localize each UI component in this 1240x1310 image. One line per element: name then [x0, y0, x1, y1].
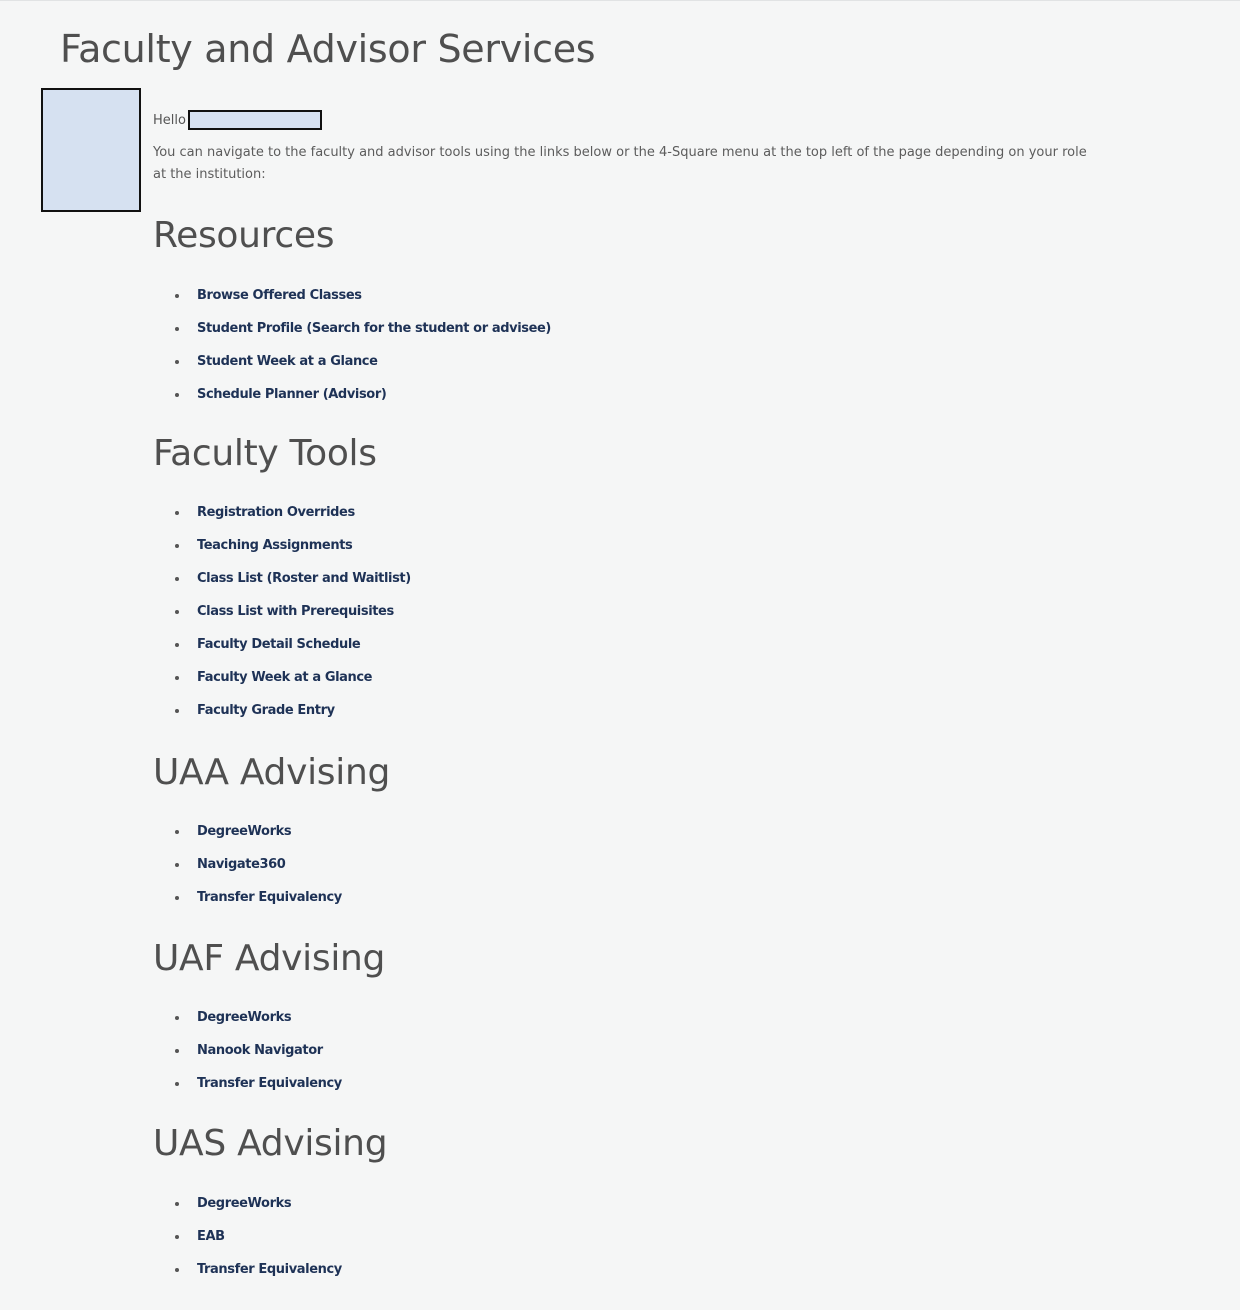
page-title: Faculty and Advisor Services — [60, 27, 596, 71]
bullet-icon — [175, 643, 179, 647]
bullet-icon — [175, 511, 179, 515]
list-item — [153, 1187, 342, 1220]
list-item — [153, 345, 551, 378]
link-faculty-detail-schedule[interactable]: Faculty Detail Schedule — [197, 637, 361, 652]
link-list-resources — [153, 279, 551, 411]
list-item — [153, 378, 551, 411]
bullet-icon — [175, 896, 179, 900]
link-list-faculty-tools — [153, 496, 411, 727]
section-heading-uaf-advising: UAF Advising — [153, 938, 386, 979]
list-item — [153, 628, 411, 661]
list-item — [153, 1001, 342, 1034]
bullet-icon — [175, 610, 179, 614]
link-list-uaf-advising — [153, 1001, 342, 1100]
link-uaa-navigate360[interactable]: Navigate360 — [197, 857, 286, 872]
list-item — [153, 881, 342, 914]
bullet-icon — [175, 709, 179, 713]
welcome-block — [153, 108, 1113, 186]
list-item — [153, 312, 551, 345]
intro-text: You can navigate to the faculty and advisor tools using the links below or the 4-Square menu at the top left of the page depending on your role at the institution: — [153, 145, 1087, 182]
link-uas-degreeworks[interactable]: DegreeWorks — [197, 1196, 292, 1211]
list-item — [153, 661, 411, 694]
bullet-icon — [175, 360, 179, 364]
list-item — [153, 595, 411, 628]
link-teaching-assignments[interactable]: Teaching Assignments — [197, 538, 353, 553]
bullet-icon — [175, 676, 179, 680]
section-heading-resources: Resources — [153, 215, 335, 256]
link-uaa-degreeworks[interactable]: DegreeWorks — [197, 824, 292, 839]
bullet-icon — [175, 577, 179, 581]
link-uas-transfer-equivalency[interactable]: Transfer Equivalency — [197, 1262, 342, 1277]
top-border — [0, 0, 1240, 1]
list-item — [153, 1253, 342, 1286]
bullet-icon — [175, 1202, 179, 1206]
list-item — [153, 848, 342, 881]
bullet-icon — [175, 1049, 179, 1053]
list-item — [153, 694, 411, 727]
bullet-icon — [175, 544, 179, 548]
list-item — [153, 279, 551, 312]
greeting-text: Hello — [153, 112, 186, 128]
section-heading-uaa-advising: UAA Advising — [153, 752, 391, 793]
bullet-icon — [175, 1268, 179, 1272]
list-item — [153, 496, 411, 529]
link-student-week-at-a-glance[interactable]: Student Week at a Glance — [197, 354, 378, 369]
bullet-icon — [175, 294, 179, 298]
list-item — [153, 1034, 342, 1067]
section-heading-faculty-tools: Faculty Tools — [153, 433, 377, 474]
link-uaf-degreeworks[interactable]: DegreeWorks — [197, 1010, 292, 1025]
list-item — [153, 1220, 342, 1253]
link-uaf-nanook-navigator[interactable]: Nanook Navigator — [197, 1043, 323, 1058]
bullet-icon — [175, 327, 179, 331]
list-item — [153, 529, 411, 562]
link-schedule-planner-advisor[interactable]: Schedule Planner (Advisor) — [197, 387, 387, 402]
link-registration-overrides[interactable]: Registration Overrides — [197, 505, 355, 520]
link-uaa-transfer-equivalency[interactable]: Transfer Equivalency — [197, 890, 342, 905]
bullet-icon — [175, 393, 179, 397]
greeting-line — [153, 108, 1113, 132]
list-item — [153, 1067, 342, 1100]
bullet-icon — [175, 1082, 179, 1086]
bullet-icon — [175, 863, 179, 867]
list-item — [153, 815, 342, 848]
user-name-redacted — [188, 110, 322, 130]
link-uaf-transfer-equivalency[interactable]: Transfer Equivalency — [197, 1076, 342, 1091]
link-faculty-grade-entry[interactable]: Faculty Grade Entry — [197, 703, 335, 718]
link-faculty-week-at-a-glance[interactable]: Faculty Week at a Glance — [197, 670, 373, 685]
bullet-icon — [175, 1235, 179, 1239]
link-list-uas-advising — [153, 1187, 342, 1286]
bullet-icon — [175, 830, 179, 834]
avatar — [41, 88, 141, 212]
link-student-profile[interactable]: Student Profile (Search for the student or advisee) — [197, 321, 551, 336]
bullet-icon — [175, 1016, 179, 1020]
section-heading-uas-advising: UAS Advising — [153, 1123, 388, 1164]
link-class-list-roster-waitlist[interactable]: Class List (Roster and Waitlist) — [197, 571, 411, 586]
list-item — [153, 562, 411, 595]
link-class-list-with-prerequisites[interactable]: Class List with Prerequisites — [197, 604, 394, 619]
link-list-uaa-advising — [153, 815, 342, 914]
link-browse-offered-classes[interactable]: Browse Offered Classes — [197, 288, 362, 303]
link-uas-eab[interactable]: EAB — [197, 1229, 225, 1244]
